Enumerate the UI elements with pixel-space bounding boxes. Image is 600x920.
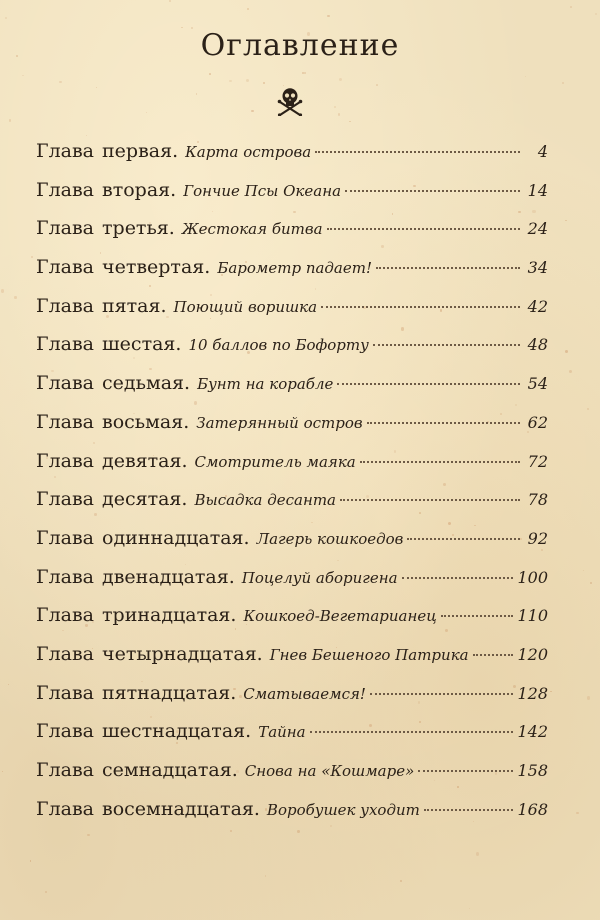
page-number: 100 bbox=[517, 567, 548, 587]
chapter-ordinal: первая. bbox=[102, 140, 179, 162]
toc-entry bbox=[36, 411, 548, 450]
chapter-title: 10 баллов по Бофорту bbox=[188, 336, 369, 355]
chapter-label bbox=[36, 798, 260, 820]
chapter-ordinal: четвертая. bbox=[102, 256, 211, 279]
toc-entry bbox=[36, 295, 548, 334]
chapter-title: Кошкоед-Вегетарианец bbox=[243, 607, 437, 626]
toc-entry bbox=[36, 798, 548, 837]
page-number: 48 bbox=[527, 335, 548, 355]
page-number: 4 bbox=[537, 142, 548, 161]
page-number: 120 bbox=[517, 644, 548, 664]
dot-leader bbox=[418, 770, 513, 772]
chapter-ordinal: тринадцатая. bbox=[102, 604, 237, 627]
toc-entry bbox=[36, 759, 548, 798]
chapter-word: Глава bbox=[36, 140, 95, 162]
chapter-title: Затерянный остров bbox=[196, 413, 363, 432]
chapter-title: Гнев Бешеного Патрика bbox=[269, 645, 469, 664]
chapter-ordinal: одиннадцатая. bbox=[102, 526, 250, 549]
chapter-ordinal: вторая. bbox=[102, 178, 177, 201]
toc-entry bbox=[36, 333, 548, 372]
chapter-title: Высадка десанта bbox=[194, 491, 336, 510]
page-number: 34 bbox=[527, 258, 548, 278]
dot-leader bbox=[340, 499, 520, 501]
toc-entry bbox=[36, 604, 548, 643]
dot-leader bbox=[345, 190, 520, 192]
page-number: 158 bbox=[517, 761, 548, 780]
dot-leader bbox=[310, 731, 514, 733]
dot-leader bbox=[441, 615, 514, 617]
dot-leader bbox=[373, 344, 520, 346]
toc-entry bbox=[36, 372, 548, 411]
chapter-ordinal: десятая. bbox=[102, 488, 188, 511]
chapter-word: Глава bbox=[36, 449, 95, 472]
chapter-word: Глава bbox=[36, 681, 95, 704]
chapter-label bbox=[36, 759, 238, 781]
toc-entry bbox=[36, 217, 548, 256]
chapter-ordinal: восемнадцатая. bbox=[102, 797, 260, 820]
dot-leader bbox=[473, 654, 514, 656]
chapter-label bbox=[36, 256, 210, 278]
chapter-title: Гончие Псы Океана bbox=[183, 181, 342, 200]
chapter-title: Барометр падает! bbox=[217, 259, 372, 278]
chapter-label bbox=[36, 179, 176, 201]
chapter-label bbox=[36, 604, 236, 626]
chapter-ordinal: третья. bbox=[102, 217, 175, 240]
chapter-title: Жестокая битва bbox=[181, 220, 323, 239]
toc-entry bbox=[36, 643, 548, 682]
dot-leader bbox=[315, 151, 520, 153]
toc-entry bbox=[36, 682, 548, 721]
page-number: 92 bbox=[527, 528, 548, 548]
dot-leader bbox=[321, 306, 520, 308]
chapter-label bbox=[36, 295, 167, 317]
chapter-word: Глава bbox=[36, 256, 95, 279]
dot-leader bbox=[402, 577, 514, 579]
chapter-label bbox=[36, 450, 188, 472]
chapter-title: Снова на «Кошмаре» bbox=[244, 762, 415, 780]
chapter-word: Глава bbox=[36, 759, 95, 781]
chapter-ordinal: девятая. bbox=[102, 449, 188, 472]
page-title: Оглавление bbox=[200, 28, 400, 63]
chapter-title: Воробушек уходит bbox=[266, 800, 420, 819]
toc-entry bbox=[36, 256, 548, 295]
toc-entry bbox=[36, 140, 548, 179]
chapter-word: Глава bbox=[36, 797, 95, 820]
chapter-ordinal: пятая. bbox=[102, 294, 167, 317]
chapter-title: Поющий воришка bbox=[173, 297, 318, 316]
page-number: 24 bbox=[527, 219, 548, 239]
chapter-ordinal: семнадцатая. bbox=[102, 759, 238, 781]
page-number: 72 bbox=[527, 451, 548, 471]
chapter-title: Сматываемся! bbox=[243, 684, 366, 703]
toc-entry bbox=[36, 566, 548, 605]
chapter-word: Глава bbox=[36, 410, 95, 433]
page-number: 128 bbox=[517, 683, 548, 703]
chapter-label bbox=[36, 682, 236, 704]
table-of-contents bbox=[36, 140, 548, 836]
page-number: 14 bbox=[527, 180, 548, 200]
chapter-word: Глава bbox=[36, 526, 95, 549]
toc-entry bbox=[36, 450, 548, 489]
chapter-ordinal: двенадцатая. bbox=[102, 565, 235, 588]
toc-entry bbox=[36, 488, 548, 527]
chapter-word: Глава bbox=[36, 178, 95, 201]
chapter-label bbox=[36, 411, 189, 433]
chapter-word: Глава bbox=[36, 488, 95, 511]
chapter-label bbox=[36, 372, 190, 394]
dot-leader bbox=[327, 228, 520, 230]
chapter-ordinal: шестнадцатая. bbox=[102, 720, 252, 743]
dot-leader bbox=[424, 809, 514, 811]
chapter-label bbox=[36, 140, 178, 162]
chapter-title: Поцелуй аборигена bbox=[241, 568, 398, 587]
skull-crossbones-icon bbox=[277, 86, 303, 116]
dot-leader bbox=[370, 693, 514, 695]
chapter-ordinal: восьмая. bbox=[102, 410, 190, 433]
dot-leader bbox=[367, 422, 520, 424]
chapter-word: Глава bbox=[36, 294, 95, 317]
page-number: 78 bbox=[527, 490, 548, 510]
page-number: 54 bbox=[527, 374, 548, 394]
chapter-label bbox=[36, 217, 175, 239]
toc-entry bbox=[36, 720, 548, 759]
chapter-title: Лагерь кошкоедов bbox=[256, 529, 404, 548]
page-number: 168 bbox=[517, 799, 548, 819]
chapter-word: Глава bbox=[36, 565, 95, 588]
chapter-label bbox=[36, 488, 187, 510]
chapter-label bbox=[36, 643, 263, 665]
chapter-word: Глава bbox=[36, 642, 95, 665]
chapter-title: Тайна bbox=[258, 723, 306, 742]
chapter-ordinal: пятнадцатая. bbox=[102, 681, 237, 704]
toc-entry bbox=[36, 179, 548, 218]
chapter-ordinal: четырнадцатая. bbox=[102, 642, 263, 665]
chapter-word: Глава bbox=[36, 720, 95, 743]
chapter-word: Глава bbox=[36, 217, 95, 240]
chapter-title: Карта острова bbox=[185, 143, 312, 161]
dot-leader bbox=[376, 267, 520, 269]
chapter-word: Глава bbox=[36, 333, 95, 356]
page-number: 142 bbox=[517, 722, 548, 742]
dot-leader bbox=[360, 461, 520, 463]
chapter-ordinal: шестая. bbox=[102, 333, 182, 356]
toc-entry bbox=[36, 527, 548, 566]
page-number: 42 bbox=[527, 296, 548, 316]
chapter-title: Бунт на корабле bbox=[197, 375, 334, 394]
dot-leader bbox=[407, 538, 520, 540]
chapter-label bbox=[36, 566, 235, 588]
page-number: 62 bbox=[527, 412, 548, 432]
chapter-ordinal: седьмая. bbox=[102, 372, 191, 395]
chapter-label bbox=[36, 333, 181, 355]
chapter-word: Глава bbox=[36, 604, 95, 627]
chapter-label bbox=[36, 527, 250, 549]
chapter-title: Смотритель маяка bbox=[194, 452, 356, 471]
page-number: 110 bbox=[517, 606, 548, 626]
dot-leader bbox=[337, 383, 520, 385]
chapter-label bbox=[36, 720, 251, 742]
chapter-word: Глава bbox=[36, 372, 95, 395]
